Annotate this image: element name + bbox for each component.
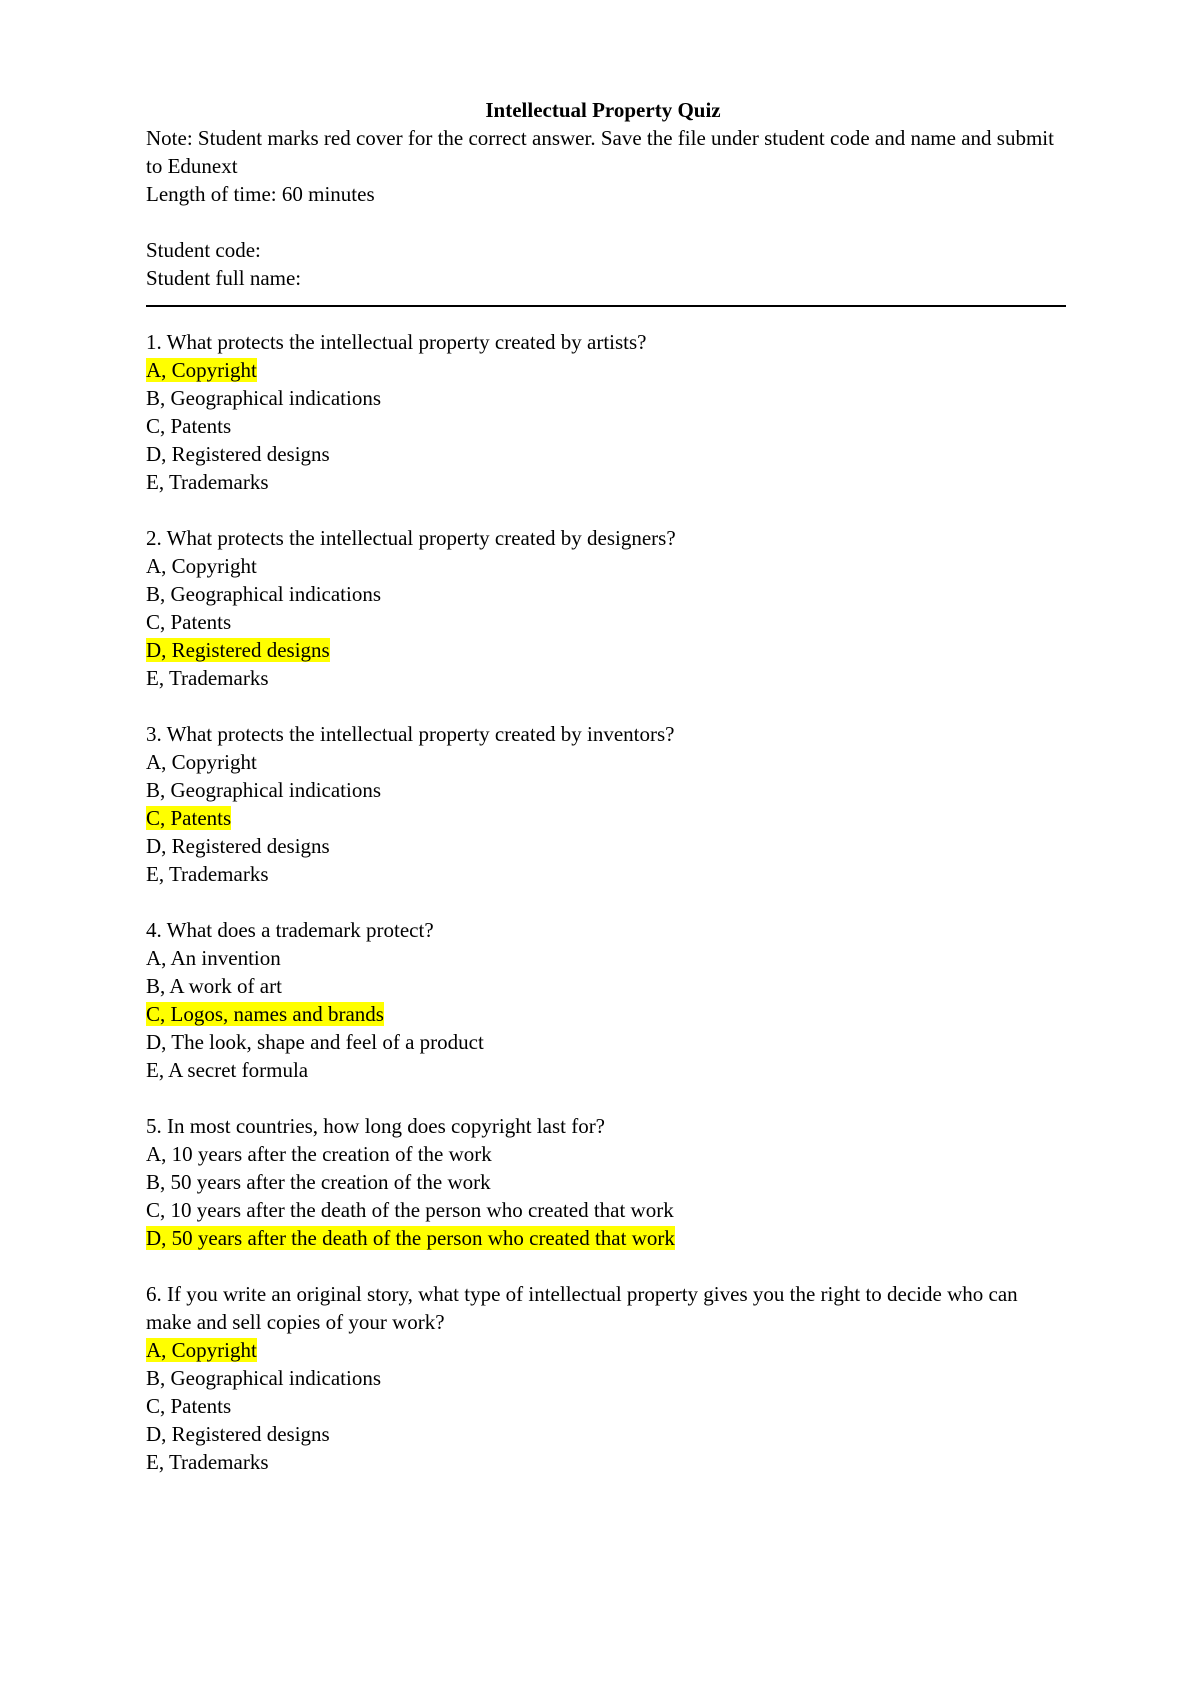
document-page — [146, 96, 1066, 1504]
answer-label: E, Trademarks — [146, 862, 269, 886]
answer-option — [146, 804, 1066, 832]
answer-label: A, Copyright — [146, 554, 257, 578]
question-text: 5. In most countries, how long does copyright last for? — [146, 1114, 606, 1138]
answer-label: C, 10 years after the death of the person who created that work — [146, 1198, 674, 1222]
document-title: Intellectual Property Quiz — [485, 98, 721, 122]
answer-option — [146, 384, 1066, 412]
answer-option — [146, 1000, 1066, 1028]
answer-option — [146, 412, 1066, 440]
answer-label: C, Patents — [146, 1394, 232, 1418]
answer-option — [146, 1140, 1066, 1168]
question-text: 4. What does a trademark protect? — [146, 918, 434, 942]
question-block — [146, 328, 1066, 496]
answer-label: D, Registered designs — [146, 1422, 330, 1446]
answer-option — [146, 860, 1066, 888]
answer-label: C, Patents — [146, 610, 232, 634]
highlighted-answer-label: D, Registered designs — [146, 638, 330, 662]
question-list — [146, 328, 1066, 1476]
answer-option — [146, 748, 1066, 776]
answer-option — [146, 552, 1066, 580]
time-limit: Length of time: 60 minutes — [146, 182, 375, 206]
highlighted-answer-label: A, Copyright — [146, 1338, 257, 1362]
answer-label: D, The look, shape and feel of a product — [146, 1030, 484, 1054]
answer-label: B, A work of art — [146, 974, 282, 998]
answer-option — [146, 776, 1066, 804]
answer-option — [146, 468, 1066, 496]
question-block — [146, 524, 1066, 692]
answer-option — [146, 1420, 1066, 1448]
answer-label: A, Copyright — [146, 750, 257, 774]
question-block — [146, 1280, 1066, 1476]
answer-option — [146, 1392, 1066, 1420]
question-text: 1. What protects the intellectual property created by artists? — [146, 330, 647, 354]
answer-label: A, 10 years after the creation of the work — [146, 1142, 492, 1166]
answer-label: B, Geographical indications — [146, 582, 382, 606]
answer-label: C, Patents — [146, 414, 232, 438]
answer-label: B, Geographical indications — [146, 386, 382, 410]
answer-option — [146, 664, 1066, 692]
answer-label: B, 50 years after the creation of the work — [146, 1170, 491, 1194]
answer-label: E, Trademarks — [146, 666, 269, 690]
highlighted-answer-label: C, Logos, names and brands — [146, 1002, 384, 1026]
answer-option — [146, 1336, 1066, 1364]
answer-option — [146, 944, 1066, 972]
answer-option — [146, 1448, 1066, 1476]
spacer — [146, 208, 1066, 236]
question-text: 6. If you write an original story, what type of intellectual property gives you the right to decide who can make and sell copies of your work? — [146, 1282, 1023, 1334]
question-block — [146, 916, 1066, 1084]
instruction-note: Note: Student marks red cover for the correct answer. Save the file under student code and name and submit to Edunext — [146, 126, 1060, 178]
answer-option — [146, 972, 1066, 1000]
question-text: 3. What protects the intellectual property created by inventors? — [146, 722, 675, 746]
answer-option — [146, 1168, 1066, 1196]
highlighted-answer-label: D, 50 years after the death of the person who created that work — [146, 1226, 675, 1250]
answer-label: D, Registered designs — [146, 834, 330, 858]
answer-label: B, Geographical indications — [146, 1366, 382, 1390]
answer-label: E, Trademarks — [146, 470, 269, 494]
question-block — [146, 720, 1066, 888]
answer-option — [146, 1028, 1066, 1056]
student-code-label: Student code: — [146, 238, 261, 262]
student-name-label: Student full name: — [146, 266, 302, 290]
answer-label: D, Registered designs — [146, 442, 330, 466]
answer-option — [146, 636, 1066, 664]
answer-label: B, Geographical indications — [146, 778, 382, 802]
answer-option — [146, 580, 1066, 608]
answer-label: A, An invention — [146, 946, 281, 970]
question-block — [146, 1112, 1066, 1252]
answer-option — [146, 1056, 1066, 1084]
answer-label: E, A secret formula — [146, 1058, 309, 1082]
answer-option — [146, 832, 1066, 860]
answer-option — [146, 440, 1066, 468]
answer-option — [146, 1364, 1066, 1392]
answer-label: E, Trademarks — [146, 1450, 269, 1474]
answer-option — [146, 1196, 1066, 1224]
answer-option — [146, 608, 1066, 636]
answer-option — [146, 356, 1066, 384]
answer-option — [146, 1224, 1066, 1252]
header-divider — [146, 305, 1066, 307]
highlighted-answer-label: C, Patents — [146, 806, 232, 830]
highlighted-answer-label: A, Copyright — [146, 358, 257, 382]
question-text: 2. What protects the intellectual property created by designers? — [146, 526, 676, 550]
